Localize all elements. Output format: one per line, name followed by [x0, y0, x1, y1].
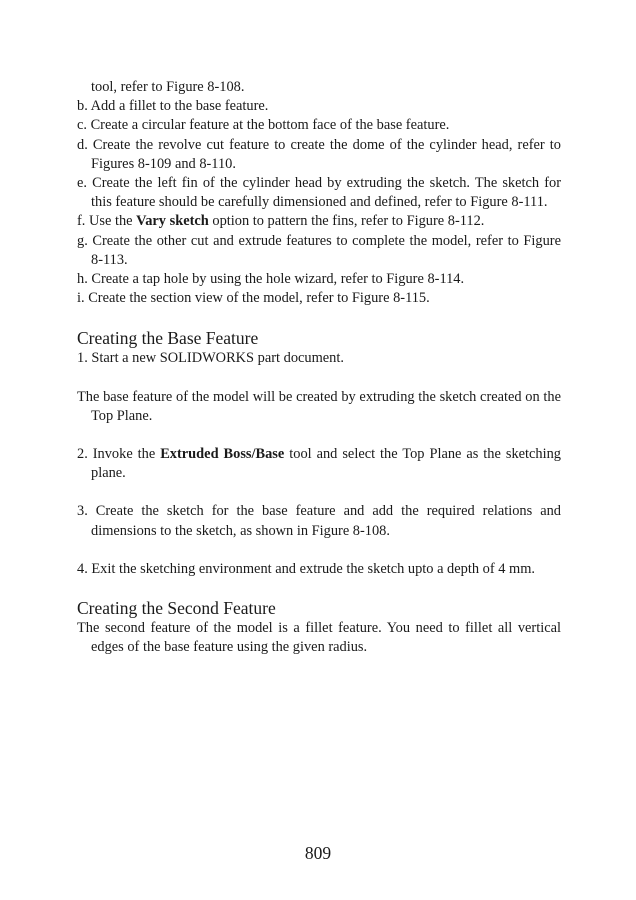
- base-step-2-suffix: tool and select the Top Plane as the sketching plane.: [91, 446, 561, 482]
- base-step-4: 4. Exit the sketching environment and extrude the sketch upto a depth of 4 mm.: [77, 560, 535, 577]
- list-item-i: i. Create the section view of the model, refer to Figure 8-115.: [77, 290, 430, 307]
- list-item-f-prefix: f. Use the: [77, 213, 137, 230]
- list-item-f-bold: Vary sketch: [136, 213, 209, 230]
- base-step-2-bold: Extruded Boss/Base: [160, 446, 285, 463]
- list-item-e: e. Create the left fin of the cylinder head by extruding the sketch. The sketch for this feature should be carefully dimensioned and defined, refer to Figure 8-111.: [77, 175, 561, 211]
- second-feature-paragraph: The second feature of the model is a fillet feature. You need to fillet all vertical edges of the base feature using the given radius.: [77, 620, 561, 656]
- page-content: [77, 78, 561, 657]
- list-item-a-continuation: tool, refer to Figure 8-108.: [91, 79, 245, 95]
- list-item-b: b. Add a fillet to the base feature.: [77, 98, 269, 115]
- base-step-2-prefix: 2. Invoke the: [77, 446, 161, 463]
- list-item-d: d. Create the revolve cut feature to create the dome of the cylinder head, refer to Figures 8-109 and 8-110.: [77, 136, 561, 172]
- base-step-1: 1. Start a new SOLIDWORKS part document.: [77, 350, 344, 367]
- base-step-3: 3. Create the sketch for the base feature and add the required relations and dimensions to the sketch, as shown in Figure 8-108.: [77, 503, 561, 539]
- page-number: 809: [304, 843, 332, 863]
- base-intro-paragraph: The base feature of the model will be created by extruding the sketch created on the Top Plane.: [77, 388, 561, 424]
- section-heading-base-feature: Creating the Base Feature: [77, 328, 259, 349]
- list-item-f-suffix: option to pattern the fins, refer to Figure 8-112.: [208, 213, 485, 230]
- list-item-c: c. Create a circular feature at the bottom face of the base feature.: [77, 117, 450, 134]
- list-item-g: g. Create the other cut and extrude features to complete the model, refer to Figure 8-113.: [77, 232, 561, 268]
- section-heading-second-feature: Creating the Second Feature: [77, 598, 276, 619]
- base-step-2: [77, 445, 561, 483]
- list-item-h: h. Create a tap hole by using the hole wizard, refer to Figure 8-114.: [77, 271, 465, 288]
- list-item-f: [77, 212, 561, 231]
